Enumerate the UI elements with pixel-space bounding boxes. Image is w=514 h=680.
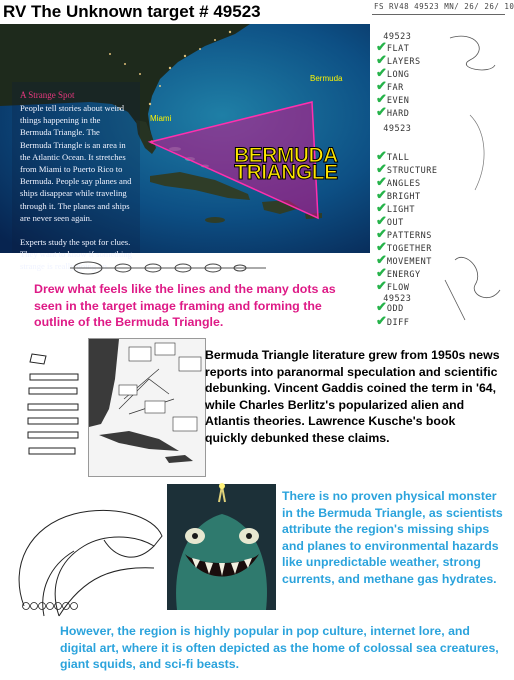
- note-word: EVEN: [386, 96, 410, 106]
- checkmark-icon: ✔: [376, 174, 387, 189]
- scribble-top: [450, 36, 495, 70]
- checkmark-icon: ✔: [376, 265, 387, 280]
- note-word: STRUCTURE: [386, 166, 438, 176]
- sea-monster-graphic: [167, 484, 276, 610]
- note-word: FLAT: [386, 44, 410, 54]
- note-word: BRIGHT: [386, 192, 421, 202]
- pop-culture-caption: However, the region is highly popular in pop culture, internet lore, and digital art, where it is often depicted as the home of colossal sea creatures, giant squids, and sci-fi beasts.: [60, 624, 499, 672]
- note-word: TALL: [386, 153, 410, 163]
- note-item: [376, 312, 409, 330]
- history-paragraph: Bermuda Triangle literature grew from 1950s news reports into paranormal speculation and scientific debunking. Vincent Gaddis coined the term in '64, while Charles Berlitz's popularized alien and Atlantis theories. Lawrence Kusche's book quickly debunked these claims.: [205, 348, 500, 445]
- triangle-label-line2: TRIANGLE: [234, 161, 338, 184]
- note-item: [376, 118, 411, 136]
- checkmark-icon: ✔: [376, 187, 387, 202]
- map-paragraph-2: Experts study the spot for clues. They want to know if something strange is really going on.: [20, 237, 132, 272]
- note-word: OUT: [386, 218, 404, 228]
- triangle-label-line1: BERMUDA: [234, 144, 338, 167]
- note-word: ODD: [386, 304, 404, 314]
- checkmark-icon: ✔: [376, 278, 387, 293]
- monster-lure-light: [219, 483, 225, 489]
- label-bermuda: Bermuda: [310, 74, 343, 83]
- notes-divider: [372, 14, 505, 15]
- handwritten-notes: [372, 0, 514, 340]
- checkmark-icon: ✔: [376, 313, 387, 328]
- page-title: RV The Unknown target # 49523: [3, 2, 261, 21]
- scribble-middle: [470, 115, 484, 190]
- monster-caption: There is no proven physical monster in the Bermuda Triangle, as scientists attribute the region's missing ships and planes to environmental hazards like unpredictable weather, strong currents, and methane gas hydrates.: [282, 489, 503, 586]
- checkmark-icon: ✔: [376, 213, 387, 228]
- hist-cuba: [99, 431, 179, 451]
- note-word: FAR: [386, 83, 404, 93]
- checkmark-icon: ✔: [376, 252, 387, 267]
- sketch-caption: Drew what feels like the lines and the many dots as seen in the target image framing and forming the outline of the Bermuda Triangle.: [34, 282, 336, 329]
- shell-lines: [19, 510, 162, 616]
- note-word: PATTERNS: [386, 231, 432, 241]
- bars-sketch: [26, 352, 86, 472]
- sketch-bars: [28, 354, 78, 454]
- scribble-bottom: [445, 257, 500, 320]
- checkmark-icon: ✔: [376, 52, 387, 67]
- triangle-label: [234, 144, 338, 184]
- historical-map-graphic: [89, 339, 205, 476]
- map-paragraph-1: People tell stories about weird things happening in the Bermuda Triangle. The Bermuda Triangle is an area in the Atlantic Ocean. It stretches from Miami to Puerto Rico to Bermuda. People say planes and ships disappear while traveling through it. The planes and ships are never seen again.: [20, 103, 132, 223]
- checkmark-icon: ✔: [376, 104, 387, 119]
- checkmark-icon: ✔: [376, 148, 387, 163]
- shell-sketch: [4, 506, 166, 624]
- checkmark-icon: ✔: [376, 65, 387, 80]
- dot-line-sketch: [68, 258, 268, 278]
- note-word: LONG: [386, 70, 410, 80]
- note-word: LIGHT: [386, 205, 415, 215]
- notes-header-line: FS RV48 49523 MN/ 26/ 26/ 10: [374, 2, 514, 11]
- checkmark-icon: ✔: [376, 239, 387, 254]
- checkmark-icon: ✔: [376, 39, 387, 54]
- note-word: ANGLES: [386, 179, 421, 189]
- note-word: DIFF: [386, 318, 410, 328]
- historical-map-image: [88, 338, 206, 477]
- checkmark-icon: ✔: [376, 161, 387, 176]
- checkmark-icon: ✔: [376, 226, 387, 241]
- notes-scribbles: [430, 20, 505, 320]
- note-word: 49523: [383, 294, 412, 304]
- label-miami: Miami: [150, 114, 172, 123]
- checkmark-icon: ✔: [376, 91, 387, 106]
- hist-us-coast: [89, 339, 119, 427]
- target-map-image: [0, 24, 370, 272]
- jamaica: [205, 217, 225, 223]
- note-word: MOVEMENT: [386, 257, 432, 267]
- note-word: 49523: [383, 124, 412, 134]
- note-word: FLOW: [386, 283, 410, 293]
- shell-dots: [23, 603, 78, 610]
- note-word: TOGETHER: [386, 244, 432, 254]
- note-word: ENERGY: [386, 270, 421, 280]
- map-heading: A Strange Spot: [20, 90, 75, 100]
- note-word: HARD: [386, 109, 410, 119]
- checkmark-icon: ✔: [376, 78, 387, 93]
- note-word: 49523: [383, 32, 412, 42]
- checkmark-icon: ✔: [376, 200, 387, 215]
- hist-hispaniola: [165, 455, 193, 463]
- checkmark-icon: ✔: [376, 299, 387, 314]
- note-word: LAYERS: [386, 57, 421, 67]
- sea-monster-image: [167, 484, 276, 610]
